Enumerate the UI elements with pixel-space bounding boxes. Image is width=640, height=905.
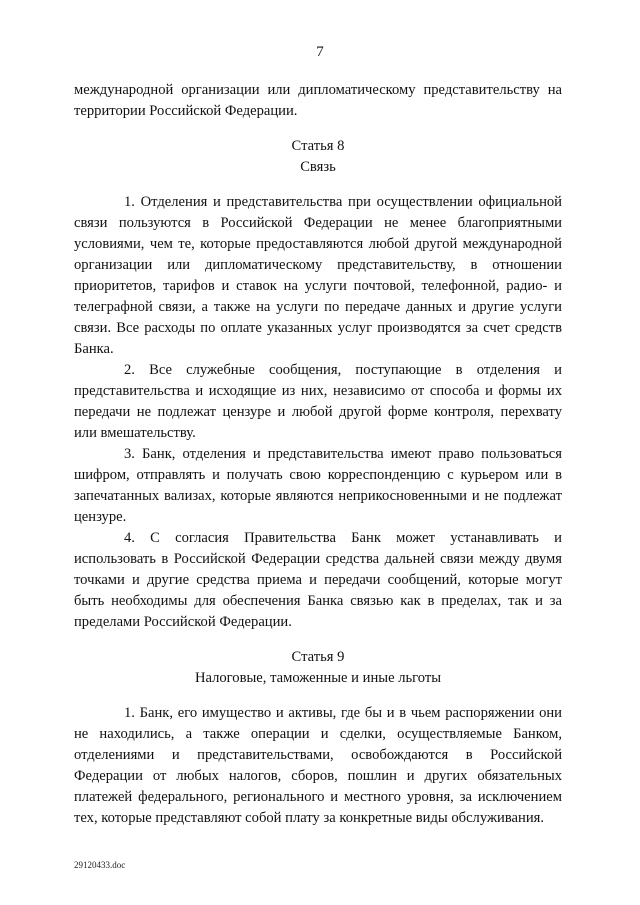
article-9-heading — [74, 647, 562, 689]
document-body — [74, 80, 562, 829]
spacer — [74, 178, 562, 192]
spacer — [74, 689, 562, 703]
article-9-number: Статья 9 — [291, 649, 345, 665]
article-9-paragraph-1: 1. Банк, его имущество и активы, где бы и в чьем распоряжении они не находились, а также операции и сделки, осуществляемые Банком, отделениями и представительствами, освобождаются в Российской Федерации от любых налогов, сборов, пошлин и других обязательных платежей федерального, регионального и местного уровня, за исключением тех, которые представляют собой плату за конкретные виды обслуживания. — [74, 705, 562, 826]
article-8-heading — [74, 136, 562, 178]
article-8-number: Статья 8 — [291, 138, 345, 154]
article-8-paragraph-1: 1. Отделения и представительства при осуществлении официальной связи пользуются в Российской Федерации не менее благоприятными условиями, чем те, которые предоставляются любой другой международной организации или дипломатическому представительству, в отношении приоритетов, тарифов и ставок на услуги почтовой, телефонной, радио- и телеграфной связи, а также на услуги по передаче данных и другие услуги связи. Все расходы по оплате указанных услуг производятся за счет средств Банка. — [74, 194, 562, 357]
page-number: 7 — [316, 44, 324, 60]
article-8-title: Связь — [300, 159, 336, 175]
article-8-paragraph-4: 4. С согласия Правительства Банк может устанавливать и использовать в Российской Федерации средства дальней связи между двумя точками и другие средства приема и передачи сообщений, которые могут быть необходимы для обеспечения Банка связью как в пределах, так и за пределами Российской Федерации. — [74, 530, 562, 630]
article-8-paragraph-3: 3. Банк, отделения и представительства имеют право пользоваться шифром, отправлять и получать свою корреспонденцию с курьером или в запечатанных вализах, которые являются неприкосновенными и не подлежат цензуре. — [74, 446, 562, 525]
article-8-paragraph-2: 2. Все служебные сообщения, поступающие в отделения и представительства и исходящие из них, независимо от способа и формы их передачи не подлежат цензуре и любой другой форме контроля, перехвату или вмешательству. — [74, 362, 562, 441]
spacer — [74, 633, 562, 647]
intro-paragraph: международной организации или дипломатическому представительству на территории Российской Федерации. — [74, 82, 562, 119]
article-9-title: Налоговые, таможенные и иные льготы — [194, 670, 442, 686]
spacer — [74, 122, 562, 136]
footer-doc-code: 29120433.doc — [74, 860, 126, 870]
